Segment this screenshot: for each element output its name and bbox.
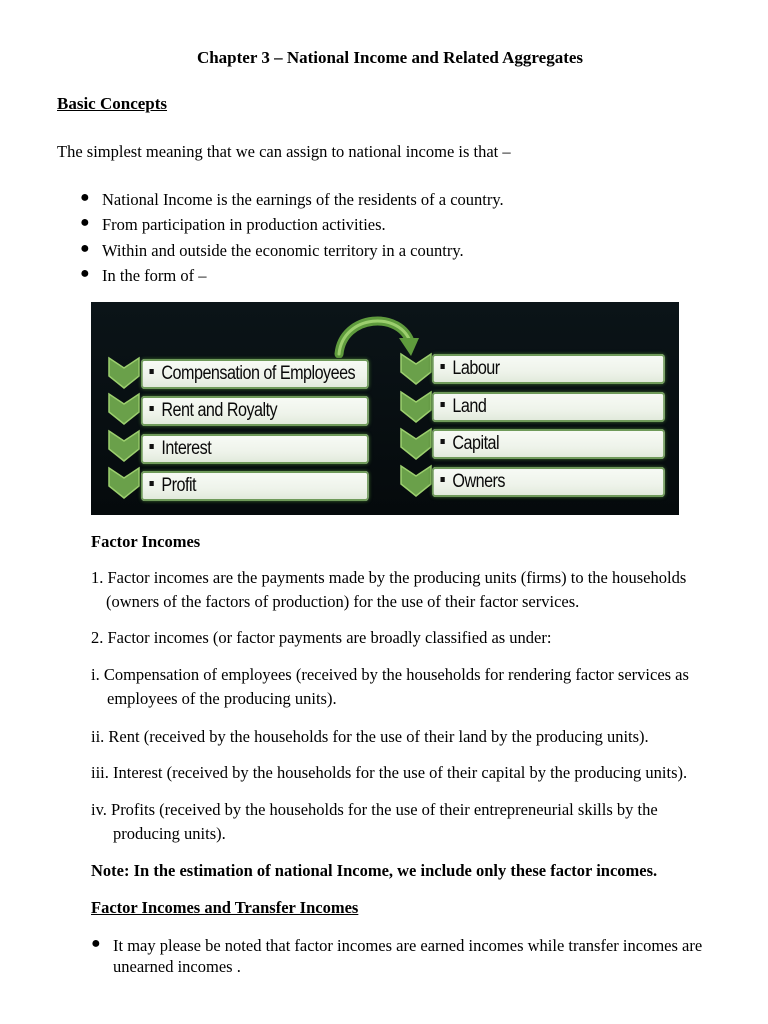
bullet-icon: ● <box>91 935 101 952</box>
chevron-down-icon <box>399 464 433 498</box>
basic-concepts-heading: Basic Concepts <box>57 94 168 113</box>
bullet-icon: ● <box>80 189 90 206</box>
bullet-icon: ● <box>80 214 90 231</box>
factor-item-iv-line-2: producing units). <box>113 824 226 843</box>
chevron-down-icon <box>107 429 141 463</box>
diagram-item-rent: Rent and Royalty <box>141 396 369 426</box>
factor-point-2: 2. Factor incomes (or factor payments are broadly classified as under: <box>91 628 552 647</box>
diagram-item-compensation: Compensation of Employees <box>141 359 369 389</box>
factor-income-diagram <box>91 302 679 515</box>
factor-point-1-line-2: (owners of the factors of production) for the use of their factor services. <box>106 592 580 611</box>
diagram-item-labour: Labour <box>432 354 665 384</box>
factor-incomes-heading: Factor Incomes <box>91 532 201 551</box>
square-bullet-icon <box>150 406 154 411</box>
square-bullet-icon <box>441 364 445 369</box>
diagram-item-capital: Capital <box>432 429 665 459</box>
factor-point-1-line-1: 1. Factor incomes are the payments made by the producing units (firms) to the households <box>91 568 687 587</box>
diagram-item-interest: Interest <box>141 434 369 464</box>
transfer-incomes-heading: Factor Incomes and Transfer Incomes <box>91 898 359 917</box>
curved-arrow-icon <box>331 308 421 358</box>
factor-item-i-line-1: i. Compensation of employees (received by the households for rendering factor services as <box>91 665 689 684</box>
list-item: ● It may please be noted that factor incomes are earned incomes while transfer incomes are <box>91 935 703 955</box>
diagram-item-profit: Profit <box>141 471 369 501</box>
chevron-down-icon <box>107 466 141 500</box>
square-bullet-icon <box>150 369 154 374</box>
list-item: ● National Income is the earnings of the residents of a country. <box>80 189 504 209</box>
factor-item-iv-line-1: iv. Profits (received by the households for the use of their entrepreneurial skills by the <box>91 800 658 819</box>
diagram-item-owners: Owners <box>432 467 665 497</box>
square-bullet-icon <box>150 444 154 449</box>
square-bullet-icon <box>441 439 445 444</box>
chevron-down-icon <box>107 356 141 390</box>
chevron-down-icon <box>399 427 433 461</box>
bullet-icon: ● <box>80 265 90 282</box>
diagram-item-land: Land <box>432 392 665 422</box>
transfer-bullet-line-2: unearned incomes . <box>113 957 241 976</box>
square-bullet-icon <box>441 402 445 407</box>
list-item: ● Within and outside the economic territory in a country. <box>80 240 464 260</box>
bullet-icon: ● <box>80 240 90 257</box>
chevron-down-icon <box>399 390 433 424</box>
factor-item-i-line-2: employees of the producing units). <box>107 689 337 708</box>
factor-item-iii: iii. Interest (received by the households for the use of their capital by the producing units). <box>91 763 688 782</box>
square-bullet-icon <box>150 481 154 486</box>
factor-item-ii: ii. Rent (received by the households for the use of their land by the producing units). <box>91 727 649 746</box>
intro-paragraph: The simplest meaning that we can assign to national income is that – <box>57 142 511 161</box>
list-item: ● From participation in production activities. <box>80 214 386 234</box>
chevron-down-icon <box>107 392 141 426</box>
chevron-down-icon <box>399 352 433 386</box>
list-item: ● In the form of – <box>80 265 207 285</box>
document-title: Chapter 3 – National Income and Related Aggregates <box>196 48 584 67</box>
note-text: Note: In the estimation of national Income, we include only these factor incomes. <box>91 861 658 880</box>
square-bullet-icon <box>441 477 445 482</box>
